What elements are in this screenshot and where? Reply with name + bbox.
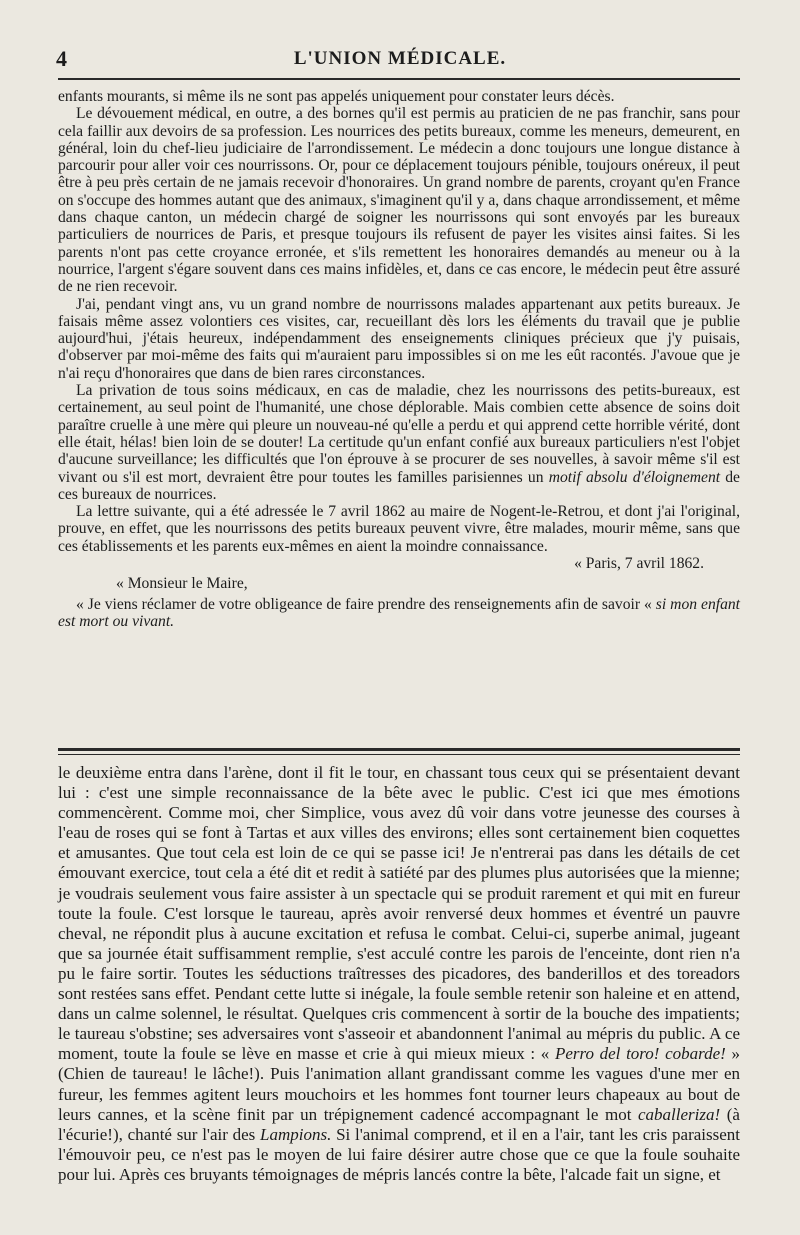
paragraph: J'ai, pendant vingt ans, vu un grand nombre de nourrissons malades appartenant aux petits bureaux. Je faisais même assez volontiers ces visites, car, recueillant dès lors les éléments du travail que je publie aujourd'hui, j'étais heureux, indépendamment des enseignements cliniques précieux que j'y puisais, d'observer par moi-même des faits qui m'auraient paru impossibles si on me les eût racontés. J'avoue que je n'ai reçu d'honoraires que dans de bien rares circonstances. [58,295,740,382]
journal-title: L'UNION MÉDICALE. [293,48,507,69]
paragraph-continued: enfants mourants, si même ils ne sont pas appelés uniquement pour constater leurs décès. [58,88,615,105]
emphasis-text: caballeriza! [638,1104,721,1124]
article-upper-section [58,88,740,630]
emphasis-text: motif absolu d'éloignement [548,468,721,486]
emphasis-text: Perro del toro! cobarde! [554,1044,726,1064]
paragraph-text: (à l'écurie!), chanté sur l'air des [58,1104,740,1144]
section-divider-thin [58,754,740,755]
page-number: 4 [56,46,67,71]
running-header [0,44,800,74]
emphasis-text: Lampions. [260,1124,332,1144]
feuilleton-section [58,763,740,1185]
section-divider-thick [58,748,740,751]
paragraph: La lettre suivante, qui a été adressée le 7 avril 1862 au maire de Nogent-le-Retrou, et dont j'ai l'original, prouve, en effet, que les nourrissons des petits bureaux peuvent vivre, être malades, mourir même, sans que ces établissements et les parents eux-mêmes en aient la moindre connaissance. [58,503,740,555]
paragraph-text: le deuxième entra dans l'arène, dont il fit le tour, en chassant tous ceux qui se présentaient devant lui : c'est une simple reconnaissance de la bête avec le public. C'est ici que mes émotions commencèrent. Comme moi, cher Simplice, vous avez dû voir dans votre jeunesse des courses à l'eau de roses qui se font à Tartas et aux villes des environs; elles sont certainement bien coquettes et amusantes. Que tout cela est loin de ce qui se passe ici! Je n'entrerai pas dans les détails de cet émouvant exercice, tout cela a été dit et redit à satiété par des plumes plus autorisées que la mienne; je voudrais seulement vous faire assister à un spectacle qui se produit rarement et qui mit en fureur toute la foule. C'est lorsque le taureau, après avoir renversé deux hommes et éventré un pauvre cheval, ne répondit plus à aucune excitation et refusa le combat. Celui-ci, superbe animal, jugeant que sa journée était suffisamment remplie, s'est acculé contre les parois de l'enceinte, dont rien n'a pu le faire sortir. Toutes les séductions traîtresses des picadores, des banderillos et des toreadors sont restées sans effet. Pendant cette lutte si inégale, la foule semble retenir son haleine et en attend, dans un calme solennel, le résultat. Quelques cris commencent à sortir de la bouche des impatients; le taureau s'obstine; ses adversaires vont s'asseoir et abandonnent l'animal au mépris du public. A ce moment, toute la foule se lève en masse et crie à qui mieux mieux : « [58,763,740,1064]
letter-salutation: « Monsieur le Maire, [116,575,248,593]
paragraph: Le dévouement médical, en outre, a des bornes qu'il est permis au praticien de ne pas franchir, sans pour cela faillir aux devoirs de sa profession. Les nourrices des petits bureaux, comme les meneurs, demeurent, en général, loin du chef-lieu judiciaire de l'arrondissement. Le médecin a donc toujours une longue distance à parcourir pour aller voir ces nourrissons. Or, pour ce déplacement toujours pénible, toujours onéreux, il peut être à peu près certain de ne jamais recevoir d'honoraires. Un grand nombre de parents, croyant qu'en France on s'occupe des hommes autant que des animaux, s'imaginent qu'il y a, dans chaque arrondissement, et même dans chaque canton, un médecin chargé de soigner les nourrissons qui sont envoyés par les bureaux particuliers de nourrices de Paris, et presque toujours ils refusent de payer les visites ainsi faites. Si les parents n'ont pas cette croyance erronée, et s'ils remettent les honoraires demandés au meneur ou à la nourrice, l'argent s'égare souvent dans ces mains infidèles, et, dans ce cas encore, le médecin peut être assuré de ne rien recevoir. [58,105,740,296]
paragraph [58,382,740,503]
paragraph-continued [58,763,740,1185]
paragraph-text: Si l'animal comprend, et il en a l'air, tant les cris paraissent l'émouvoir peu, ce n'est pas le moyen de lui faire désirer autre chose que ce que la foule souhaite pour lui. Après ces bruyants témoignages de mépris lancés contre la bête, l'alcade fait un signe, et [58,1124,740,1184]
emphasis-text: si mon enfant est mort ou vivant. [58,595,740,630]
paragraph-text: de ces bureaux de nourrices. [58,468,740,503]
header-rule [58,78,740,80]
letter-text: « Je viens réclamer de votre obligeance de faire prendre des renseignements afin de savoir « [76,595,656,613]
paragraph-text: » (Chien de taureau! le lâche!). Puis l'animation allant grandissant comme les vagues d'une mer en fureur, les femmes agitent leurs mouchoirs et les hommes font tourner leurs chapeaux au bout de leurs cannes, et la scène finit par un trépignement cadencé accompagnant le mot [58,1044,741,1124]
letter-body [58,596,740,631]
letter-dateline: « Paris, 7 avril 1862. [574,555,704,573]
paragraph-text: La privation de tous soins médicaux, en cas de maladie, chez les nourrissons des petits-bureaux, est certainement, au seul point de l'humanité, une chose déplorable. Mais combien cette absence de soins doit paraître cruelle à une mère qui pleure un nouveau-né qu'elle a perdu et qui apprend cette horrible vérité, dont elle était, hélas! bien loin de se douter! La certitude qu'un enfant confié aux bureaux particuliers n'est l'objet d'aucune surveillance; les difficultés que l'on éprouve à se procurer de ses nouvelles, à savoir même s'il est vivant ou s'il est mort, devraient être pour toutes les familles parisiennes un [58,382,740,486]
